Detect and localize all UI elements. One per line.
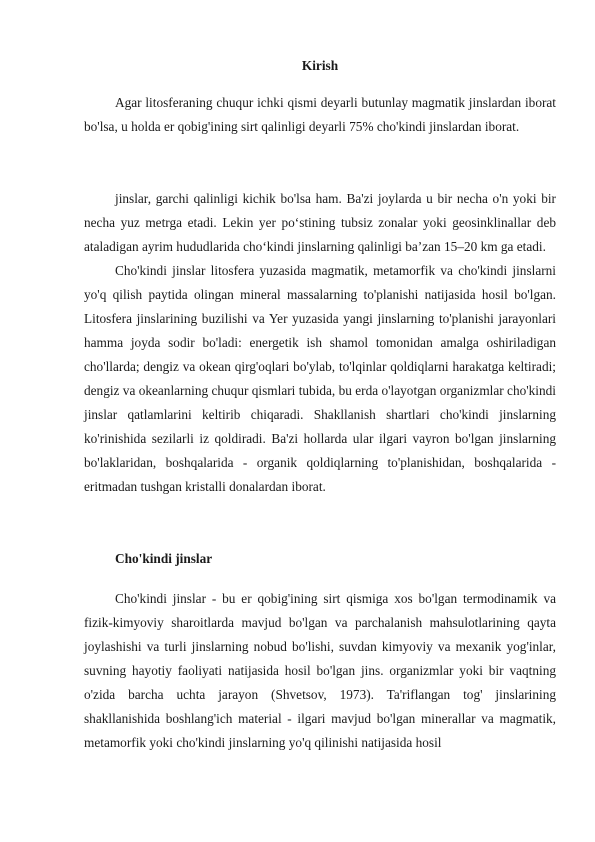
document-title: Kirish xyxy=(301,58,339,73)
definition-paragraph: Cho'kindi jinslar - bu er qobig'ining sirt qismiga xos bo'lgan termodinamik va fizik-kimyoviy sharoitlarda mavjud bo'lgan va parchalanish mahsulotlarining qayta joylashishi va turli jinslarning nobud bo'lishi, suvdan kimyoviy va mexanik yog'inlar, suvning hayotiy faoliyati natijasida hosil bo'lgan jins. organizmlar yoki bir vaqtning o'zida barcha uchta jarayon (Shvetsov, 1973). Ta'riflangan tog' jinslarining shakllanishida boshlang'ich material - ilgari mavjud bo'lgan minerallar va magmatik, metamorfik yoki cho'kindi jinslarning yo'q qilinishi natijasida hosil xyxy=(84,591,556,750)
section-heading: Cho'kindi jinslar xyxy=(115,551,213,566)
thickness-paragraph: jinslar, garchi qalinligi kichik bo'lsa ham. Ba'zi joylarda u bir necha o'n yoki bir necha yuz metrga etadi. Lekin yer poʻstining tubsiz zonalar yoki geosinklinallar deb ataladigan ayrim hududlarida choʻkindi jinslarning qalinligi baʼzan 15–20 km ga etadi. xyxy=(84,191,556,254)
formation-paragraph: Cho'kindi jinslar litosfera yuzasida magmatik, metamorfik va cho'kindi jinslarni yo'q qilish paytida olingan mineral massalarning to'planishi natijasida hosil bo'lgan. Litosfera jinslarining buzilishi va Yer yuzasida yangi jinslarning to'planishi jarayonlari hamma joyda sodir bo'ladi: energetik ish shamol tomonidan amalga oshiriladigan cho'llarda; dengiz va okean qirg'oqlari bo'ylab, to'lqinlar qoldiqlarni harakatga keltiradi; dengiz va okeanlarning chuqur qismlari tubida, bu erda o'layotgan organizmlar cho'kindi jinslar qatlamlarini keltirib chiqaradi. Shakllanish shartlari cho'kindi jinslarning ko'rinishida sezilarli iz qoldiradi. Ba'zi hollarda ular ilgari vayron bo'lgan jinslarning bo'laklaridan, boshqalarida - organik qoldiqlarning to'planishidan, boshqalarida - eritmadan tushgan kristalli donalardan iborat. xyxy=(84,263,556,494)
intro-paragraph: Agar litosferaning chuqur ichki qismi deyarli butunlay magmatik jinslardan iborat bo'lsa, u holda er qobig'ining sirt qalinligi deyarli 75% cho'kindi jinslardan iborat. xyxy=(84,95,556,134)
